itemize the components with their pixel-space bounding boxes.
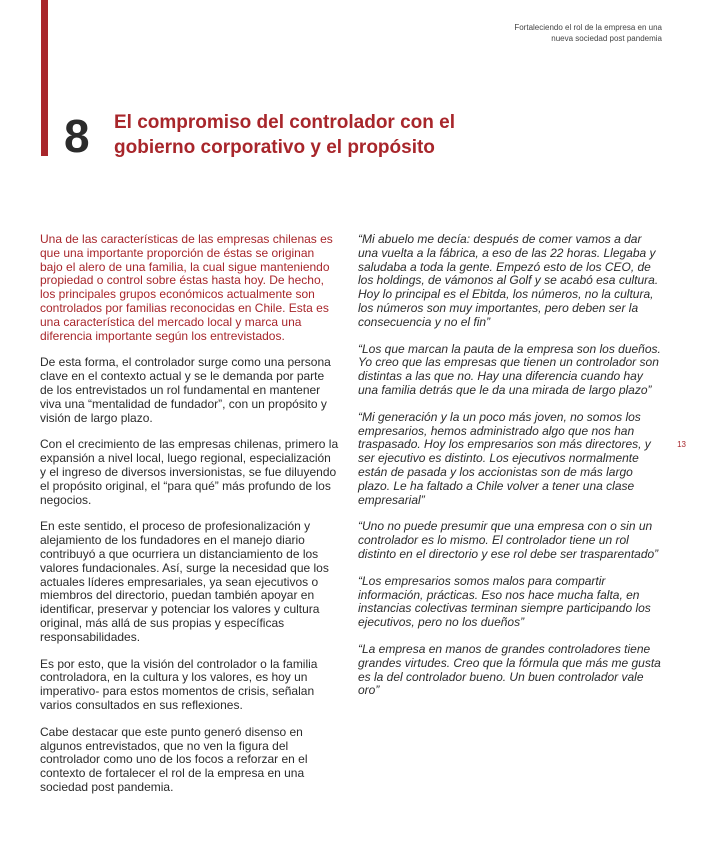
running-head-line-2: nueva sociedad post pandemia [551, 34, 662, 43]
section-title-line-2: gobierno corporativo y el propósito [114, 137, 435, 158]
body-paragraph: En este sentido, el proceso de profesionalización y alejamiento de los fundadores en el manejo diario contribuyó a que ocurriera un distanciamiento de los valores fundacionales. Así, surge la necesidad que los actuales líderes empresariales, ya sean ejecutivos o miembros del directorio, puedan también apoyar en identificar, preservar y potenciar los valores y cultura original, más allá de sus propias y específicas responsabilidades. [40, 519, 329, 644]
left-column [40, 233, 340, 808]
intro-paragraph: Una de las características de las empresas chilenas es que una importante proporción de éstas se originan bajo el alero de una familia, la cual sigue manteniendo propiedad o control sobre éstas hasta hoy. De hecho, los principales grupos económicos actualmente son controlados por familias reconocidas en Chile. Esta es una característica del mercado local y marca una diferencia importante según los entrevistados. [40, 232, 333, 343]
page-number: 13 [677, 440, 686, 449]
section-title-line-1: El compromiso del controlador con el [114, 112, 455, 133]
running-head-line-1: Fortaleciendo el rol de la empresa en una [514, 23, 662, 32]
quote-paragraph: “Los empresarios somos malos para compartir información, prácticas. Eso nos hace mucha falta, en instancias colectivas terminan siempre participando los ejecutivos, pero no los dueños” [358, 573, 651, 630]
body-paragraph: Con el crecimiento de las empresas chilenas, primero la expansión a nivel local, luego regional, especialización y el ingreso de diversos inversionistas, se fue diluyendo el propósito original, el “para qué” más profundo de los negocios. [40, 437, 339, 507]
quote-paragraph: “La empresa en manos de grandes controladores tiene grandes virtudes. Creo que la fórmula que más me gusta es la del controlador bueno. Un buen controlador vale oro” [358, 641, 661, 698]
accent-bar [41, 0, 48, 156]
quote-paragraph: “Mi generación y la un poco más joven, no somos los empresarios, hemos administrado algo que nos han traspasado. Hoy los empresarios son más directores, y ser ejecutivo es distinto. Los ejecutivos normalmente están de pasada y los accionistas son de más largo plazo. Le ha faltado a Chile volver a tener una clase empresarial” [358, 409, 651, 507]
body-paragraph: Es por esto, que la visión del controlador o la familia controladora, en la cultura y los valores, es hoy un imperativo- para estos momentos de crisis, señalan varios consultados en sus reflexiones. [40, 656, 318, 712]
body-paragraph: Cabe destacar que este punto generó disenso en algunos entrevistados, que no ven la figura del controlador como uno de los focos a reforzar en el contexto de fortalecer el rol de la empresa en una sociedad post pandemia. [40, 724, 308, 794]
section-number: 8 [64, 110, 90, 162]
section-title [114, 110, 514, 160]
body-paragraph: De esta forma, el controlador surge como una persona clave en el contexto actual y se le demanda por parte de los entrevistados un rol fundamental en mantener viva una “mentalidad de fundador”, con un propósito y visión de largo plazo. [40, 355, 331, 425]
quote-paragraph: “Uno no puede presumir que una empresa con o sin un controlador es lo mismo. El controlador tiene un rol distinto en el directorio y ese rol debe ser trasparentado” [358, 519, 659, 561]
running-head [402, 22, 662, 44]
quote-paragraph: “Los que marcan la pauta de la empresa son los dueños. Yo creo que las empresas que tienen un controlador son distintas a las que no. Hay una diferencia cuando hay una familia detrás que le da una mirada de largo plazo” [358, 341, 661, 397]
quote-paragraph: “Mi abuelo me decía: después de comer vamos a dar una vuelta a la fábrica, a eso de las 22 horas. Llegaba y saludaba a toda la gente. Empezó esto de los CEO, de los holdings, de vámonos al Golf y se acabó esa cultura. Hoy lo principal es el Ebitda, los números, no la cultura, los números son muy importantes, pero deben ser la consecuencia y no el fin” [358, 232, 659, 329]
right-column-quotes [358, 233, 663, 711]
